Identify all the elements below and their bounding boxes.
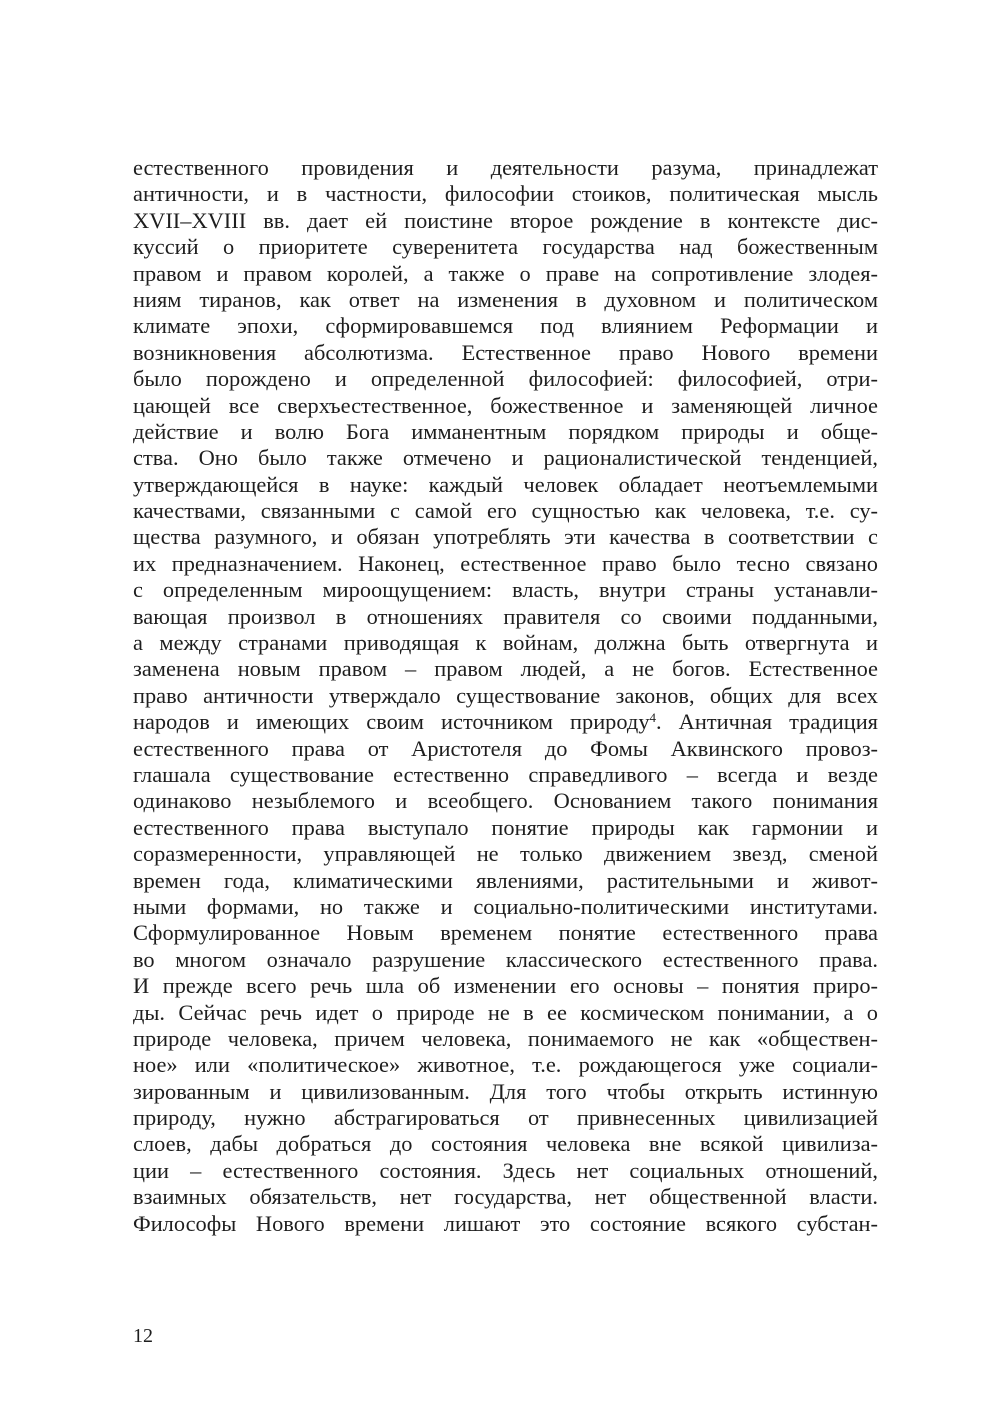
text-line: куссий о приоритете суверенитета государства над божественным <box>133 234 878 260</box>
text-line: ниям тиранов, как ответ на изменения в духовном и политическом <box>133 286 878 312</box>
footnote-line-after: . Античная традиция <box>656 709 878 735</box>
text-line: качествами, связанными с самой его сущностью как человека, т.е. су- <box>133 498 878 524</box>
text-line: ными формами, но также и социально-политическими институтами. <box>133 893 878 919</box>
text-line: ды. Сейчас речь идет о природе не в ее космическом понимании, а о <box>133 999 878 1025</box>
body-text <box>133 155 878 1237</box>
text-line: а между странами приводящая к войнам, должна быть отвергнута и <box>133 630 878 656</box>
footnote-reference: 4 <box>649 710 657 726</box>
text-line: природе человека, причем человека, понимаемого не как «обществен- <box>133 1025 878 1051</box>
text-line: заменена новым правом – правом людей, а не богов. Естественное <box>133 656 878 682</box>
text-line: Сформулированное Новым временем понятие естественного права <box>133 920 878 946</box>
page-number: 12 <box>133 1325 153 1347</box>
text-line: возникновения абсолютизма. Естественное право Нового времени <box>133 339 878 365</box>
text-line: И прежде всего речь шла об изменении его основы – понятия приро- <box>133 973 878 999</box>
text-line: правом и правом королей, а также о праве на сопротивление злодея- <box>133 260 878 286</box>
footnote-line-before: народов и имеющих своим источником природу <box>133 709 650 735</box>
text-line: зированным и цивилизованным. Для того чтобы открыть истинную <box>133 1078 878 1104</box>
text-line: их предназначением. Наконец, естественное право было тесно связано <box>133 550 878 576</box>
text-line: действие и волю Бога имманентным порядком природы и обще- <box>133 418 878 444</box>
text-line: климате эпохи, сформировавшемся под влиянием Реформации и <box>133 313 878 339</box>
text-line: XVII–XVIII вв. дает ей поистине второе рождение в контексте дис- <box>133 207 878 233</box>
text-line: во многом означало разрушение классического естественного права. <box>133 946 878 972</box>
text-line: античности, и в частности, философии стоиков, политическая мысль <box>133 181 878 207</box>
text-line: с определенным мироощущением: власть, внутри страны устанавли- <box>133 577 878 603</box>
text-line: естественного права от Аристотеля до Фомы Аквинского провоз- <box>133 735 878 761</box>
text-line: времен года, климатическими явлениями, растительными и живот- <box>133 867 878 893</box>
text-line: одинаково незыблемого и всеобщего. Основанием такого понимания <box>133 788 878 814</box>
text-line: соразмеренности, управляющей не только движением звезд, сменой <box>133 841 878 867</box>
text-line-with-footnote <box>133 709 878 735</box>
text-line: было порождено и определенной философией: философией, отри- <box>133 366 878 392</box>
text-line: естественного провидения и деятельности разума, принадлежат <box>133 155 878 180</box>
text-line: право античности утверждало существование законов, общих для всех <box>133 682 878 708</box>
text-line: цающей все сверхъестественное, божественное и заменяющей личное <box>133 392 878 418</box>
text-line: взаимных обязательств, нет государства, нет общественной власти. <box>133 1184 878 1210</box>
text-line: глашала существование естественно справедливого – всегда и везде <box>133 761 878 787</box>
text-line: вающая произвол в отношениях правителя со своими подданными, <box>133 603 878 629</box>
text-line: ное» или «политическое» животное, т.е. рождающегося уже социали- <box>133 1052 878 1078</box>
text-line: ции – естественного состояния. Здесь нет социальных отношений, <box>133 1157 878 1183</box>
text-line: природу, нужно абстрагироваться от привнесенных цивилизацией <box>133 1105 878 1131</box>
text-line: естественного права выступало понятие природы как гармонии и <box>133 814 878 840</box>
text-line: ства. Оно было также отмечено и рационалистической тенденцией, <box>133 445 878 471</box>
text-line: щества разумного, и обязан употреблять эти качества в соответствии с <box>133 524 878 550</box>
text-line: утверждающейся в науке: каждый человек обладает неотъемлемыми <box>133 471 878 497</box>
text-line: Философы Нового времени лишают это состояние всякого субстан- <box>133 1210 878 1236</box>
text-line: слоев, дабы добраться до состояния человека вне всякой цивилиза- <box>133 1131 878 1157</box>
